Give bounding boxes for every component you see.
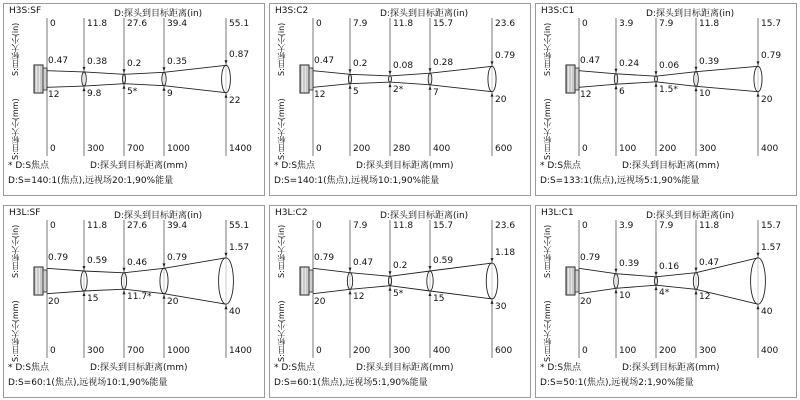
arrow-down-icon bbox=[83, 67, 86, 71]
size-mm-axis-label: S:目标大小(mm) bbox=[277, 300, 286, 362]
arrow-down-icon bbox=[163, 263, 166, 267]
distance-in-tick: 3.9 bbox=[619, 221, 634, 231]
focus-note: * D:S焦点 bbox=[274, 363, 316, 373]
size-mm-axis-label: S:目标大小(mm) bbox=[11, 300, 20, 362]
spot-size-mm-value: 30 bbox=[495, 301, 507, 312]
distance-in-tick: 7.9 bbox=[659, 19, 674, 29]
distance-mm-tick: 280 bbox=[393, 144, 411, 154]
distance-mm-tick: 0 bbox=[582, 346, 588, 356]
distance-in-tick: 11.8 bbox=[699, 221, 720, 231]
spot-ellipse bbox=[751, 258, 766, 304]
spot-size-mm-value: 20 bbox=[48, 296, 60, 307]
spot-ellipse bbox=[754, 66, 762, 91]
arrow-down-icon bbox=[225, 253, 228, 257]
arrow-up-icon bbox=[429, 86, 432, 90]
size-in-axis-label: S:目标大小(in) bbox=[543, 224, 552, 278]
spot-size-in-value: 0.47 bbox=[699, 257, 720, 268]
spot-ellipse bbox=[347, 273, 352, 290]
arrow-down-icon bbox=[123, 268, 126, 272]
spot-ellipse bbox=[693, 273, 698, 290]
distance-mm-tick: 0 bbox=[582, 144, 588, 154]
spot-size-panel bbox=[535, 3, 797, 196]
sensor-head-icon bbox=[300, 65, 309, 93]
sensor-lens-icon bbox=[43, 68, 47, 90]
distance-in-tick: 11.8 bbox=[87, 221, 108, 231]
distance-in-tick: 15.7 bbox=[761, 19, 782, 29]
distance-in-tick: 7.9 bbox=[353, 221, 368, 231]
spot-ellipse bbox=[82, 72, 87, 86]
distance-mm-tick: 1400 bbox=[229, 144, 252, 154]
distance-in-tick: 39.4 bbox=[167, 221, 188, 231]
distance-in-tick: 7.9 bbox=[659, 221, 674, 231]
spot-ellipse bbox=[486, 263, 497, 299]
distance-mm-tick: 300 bbox=[699, 144, 717, 154]
distance-in-tick: 0 bbox=[316, 19, 322, 29]
sensor-lens-icon bbox=[575, 270, 579, 292]
size-in-axis-label: S:目标大小(in) bbox=[277, 22, 286, 76]
spot-ellipse bbox=[614, 274, 619, 289]
spot-size-mm-value: 12 bbox=[580, 90, 592, 101]
arrow-up-icon bbox=[491, 93, 494, 97]
spot-ellipse bbox=[389, 76, 392, 82]
spot-size-in-value: 0.38 bbox=[87, 56, 108, 67]
spot-size-in-value: 0.79 bbox=[761, 51, 782, 62]
size-in-axis-label: S:目标大小(in) bbox=[11, 22, 20, 76]
arrow-down-icon bbox=[655, 71, 658, 75]
spec-note: D:S=140:1(焦点),远视场10:1,90%能量 bbox=[274, 176, 440, 186]
spot-ellipse bbox=[614, 74, 617, 84]
sensor-head-icon bbox=[34, 267, 43, 295]
spot-ellipse bbox=[121, 273, 126, 289]
distance-mm-tick: 100 bbox=[619, 346, 637, 356]
distance-mm-tick: 0 bbox=[316, 346, 322, 356]
arrow-down-icon bbox=[491, 258, 494, 262]
spot-size-in-value: 0.16 bbox=[659, 261, 680, 272]
spot-ellipse bbox=[219, 258, 234, 304]
distance-mm-tick: 700 bbox=[127, 144, 145, 154]
arrow-down-icon bbox=[389, 271, 392, 275]
distance-mm-tick: 100 bbox=[619, 144, 637, 154]
spot-ellipse bbox=[222, 65, 231, 92]
spot-size-mm-value: 12 bbox=[314, 90, 326, 101]
size-in-axis-label: S:目标大小(in) bbox=[277, 224, 286, 278]
sensor-lens-icon bbox=[309, 68, 313, 90]
distance-in-tick: 3.9 bbox=[619, 19, 634, 29]
spot-size-mm-value: 5 bbox=[353, 86, 359, 97]
distance-in-tick: 15.7 bbox=[433, 19, 454, 29]
distance-mm-title: D:探头到目标距离(mm) bbox=[356, 363, 454, 373]
distance-mm-tick: 400 bbox=[761, 346, 779, 356]
spec-note: D:S=60:1(焦点),远视场10:1,90%能量 bbox=[8, 378, 168, 388]
arrow-up-icon bbox=[163, 295, 166, 299]
spot-size-in-value: 0.39 bbox=[619, 258, 640, 269]
spot-size-in-value: 0.79 bbox=[580, 253, 601, 264]
arrow-up-icon bbox=[695, 87, 698, 91]
distance-in-tick: 0 bbox=[50, 221, 56, 231]
arrow-down-icon bbox=[123, 69, 126, 73]
distance-in-tick: 7.9 bbox=[353, 19, 368, 29]
spot-size-in-value: 0.28 bbox=[433, 58, 454, 69]
distance-mm-tick: 1000 bbox=[167, 346, 190, 356]
distance-in-title: D:探头到目标距离(in) bbox=[646, 211, 735, 221]
spot-size-panel bbox=[269, 205, 531, 398]
arrow-up-icon bbox=[695, 290, 698, 294]
spot-size-mm-value: 20 bbox=[495, 94, 507, 105]
distance-in-tick: 11.8 bbox=[393, 19, 414, 29]
distance-in-tick: 11.8 bbox=[699, 19, 720, 29]
focus-note: * D:S焦点 bbox=[540, 161, 582, 171]
arrow-down-icon bbox=[757, 253, 760, 257]
distance-in-tick: 55.1 bbox=[229, 19, 250, 29]
arrow-up-icon bbox=[757, 93, 760, 97]
size-mm-axis-label: S:目标大小(mm) bbox=[277, 98, 286, 160]
arrow-up-icon bbox=[163, 87, 166, 91]
spot-ellipse bbox=[160, 268, 168, 293]
distance-in-tick: 15.7 bbox=[761, 221, 782, 231]
model-title: H3S:SF bbox=[9, 6, 42, 16]
spot-size-in-value: 0.79 bbox=[48, 253, 69, 264]
spot-size-mm-value: 20 bbox=[314, 296, 326, 307]
spot-size-in-value: 0.47 bbox=[48, 55, 69, 66]
spot-ellipse bbox=[694, 72, 699, 87]
arrow-up-icon bbox=[491, 300, 494, 304]
sensor-head-icon bbox=[566, 65, 575, 93]
focus-note: * D:S焦点 bbox=[540, 363, 582, 373]
distance-mm-title: D:探头到目标距离(mm) bbox=[90, 161, 188, 171]
distance-in-tick: 11.8 bbox=[87, 19, 108, 29]
distance-mm-tick: 600 bbox=[495, 144, 513, 154]
spot-size-in-value: 0.2 bbox=[393, 261, 408, 272]
distance-mm-tick: 400 bbox=[433, 346, 451, 356]
spot-size-mm-value: 4* bbox=[659, 288, 670, 299]
distance-mm-tick: 0 bbox=[50, 346, 56, 356]
model-title: H3L:C1 bbox=[541, 208, 574, 218]
distance-in-tick: 11.8 bbox=[393, 221, 414, 231]
spot-size-mm-value: 20 bbox=[167, 296, 179, 307]
spot-size-in-value: 0.47 bbox=[314, 55, 335, 66]
distance-mm-title: D:探头到目标距离(mm) bbox=[90, 363, 188, 373]
arrow-up-icon bbox=[123, 290, 126, 294]
distance-mm-title: D:探头到目标距离(mm) bbox=[622, 161, 720, 171]
spot-ellipse bbox=[388, 276, 391, 285]
spec-note: D:S=133:1(焦点),远视场5:1,90%能量 bbox=[540, 176, 700, 186]
spot-size-in-value: 0.35 bbox=[167, 57, 188, 68]
spot-size-in-value: 0.46 bbox=[127, 257, 148, 268]
spot-size-in-value: 0.2 bbox=[127, 59, 142, 70]
arrow-down-icon bbox=[757, 61, 760, 65]
model-title: H3S:C1 bbox=[541, 6, 575, 16]
spot-size-in-value: 0.79 bbox=[314, 253, 335, 264]
arrow-down-icon bbox=[615, 69, 618, 73]
arrow-up-icon bbox=[655, 286, 658, 290]
arrow-down-icon bbox=[695, 67, 698, 71]
arrow-up-icon bbox=[349, 85, 352, 89]
arrow-down-icon bbox=[349, 69, 352, 73]
arrow-up-icon bbox=[389, 287, 392, 291]
distance-mm-tick: 300 bbox=[699, 346, 717, 356]
spot-ellipse bbox=[81, 271, 87, 291]
spot-ellipse bbox=[655, 76, 658, 82]
distance-mm-tick: 300 bbox=[87, 144, 105, 154]
spot-size-mm-value: 7 bbox=[433, 87, 439, 98]
arrow-down-icon bbox=[389, 71, 392, 75]
spot-size-in-value: 0.06 bbox=[659, 61, 680, 72]
spot-size-in-value: 0.79 bbox=[495, 51, 516, 62]
arrow-up-icon bbox=[349, 290, 352, 294]
spot-size-in-value: 1.18 bbox=[495, 248, 516, 259]
spot-size-panel bbox=[3, 205, 265, 398]
spot-size-panel bbox=[535, 205, 797, 398]
spot-size-mm-value: 12 bbox=[699, 292, 711, 303]
distance-mm-tick: 400 bbox=[761, 144, 779, 154]
distance-mm-tick: 300 bbox=[87, 346, 105, 356]
arrow-up-icon bbox=[615, 85, 618, 89]
spec-note: D:S=50:1(焦点),远视场2:1,90%能量 bbox=[540, 378, 694, 388]
arrow-down-icon bbox=[695, 268, 698, 272]
spot-size-mm-value: 12 bbox=[48, 90, 60, 101]
arrow-down-icon bbox=[655, 272, 658, 276]
distance-in-tick: 15.7 bbox=[433, 221, 454, 231]
distance-in-title: D:探头到目标距离(in) bbox=[380, 9, 469, 19]
spot-size-mm-value: 5* bbox=[393, 288, 404, 299]
arrow-up-icon bbox=[83, 87, 86, 91]
spot-size-mm-value: 20 bbox=[580, 296, 592, 307]
arrow-up-icon bbox=[123, 85, 126, 89]
spot-size-mm-value: 40 bbox=[761, 307, 773, 318]
model-title: H3L:C2 bbox=[275, 208, 308, 218]
arrow-up-icon bbox=[757, 305, 760, 309]
distance-mm-tick: 400 bbox=[433, 144, 451, 154]
distance-in-title: D:探头到目标距离(in) bbox=[114, 211, 203, 221]
spot-size-mm-value: 9.8 bbox=[87, 89, 102, 100]
spot-size-in-value: 0.79 bbox=[167, 253, 188, 264]
arrow-up-icon bbox=[225, 305, 228, 309]
spot-size-mm-value: 2* bbox=[393, 85, 404, 96]
model-title: H3L:SF bbox=[9, 208, 41, 218]
distance-in-tick: 39.4 bbox=[167, 19, 188, 29]
arrow-up-icon bbox=[429, 292, 432, 296]
distance-mm-title: D:探头到目标距离(mm) bbox=[622, 363, 720, 373]
spot-size-mm-value: 5* bbox=[127, 86, 138, 97]
spot-ellipse bbox=[162, 72, 166, 85]
distance-in-tick: 0 bbox=[582, 221, 588, 231]
distance-in-tick: 55.1 bbox=[229, 221, 250, 231]
distance-mm-tick: 0 bbox=[316, 144, 322, 154]
distance-in-tick: 23.6 bbox=[495, 221, 516, 231]
distance-in-tick: 23.6 bbox=[495, 19, 516, 29]
distance-mm-tick: 300 bbox=[393, 346, 411, 356]
spot-size-mm-value: 10 bbox=[619, 291, 631, 302]
spot-size-mm-value: 10 bbox=[699, 89, 711, 100]
spot-size-in-value: 1.57 bbox=[229, 242, 250, 253]
spot-size-mm-value: 22 bbox=[229, 95, 241, 106]
spot-ellipse bbox=[488, 66, 496, 91]
sensor-head-icon bbox=[34, 65, 43, 93]
spot-size-mm-value: 40 bbox=[229, 307, 241, 318]
size-in-axis-label: S:目标大小(in) bbox=[543, 22, 552, 76]
distance-in-title: D:探头到目标距离(in) bbox=[114, 9, 203, 19]
spot-size-in-value: 0.59 bbox=[433, 256, 454, 267]
size-mm-axis-label: S:目标大小(mm) bbox=[11, 98, 20, 160]
distance-in-title: D:探头到目标距离(in) bbox=[380, 211, 469, 221]
arrow-up-icon bbox=[615, 289, 618, 293]
spot-ellipse bbox=[348, 74, 351, 83]
distance-in-tick: 0 bbox=[50, 19, 56, 29]
distance-mm-tick: 1000 bbox=[167, 144, 190, 154]
spot-size-mm-value: 15 bbox=[433, 293, 445, 304]
arrow-down-icon bbox=[491, 61, 494, 65]
spot-ellipse bbox=[427, 271, 433, 291]
sensor-lens-icon bbox=[575, 68, 579, 90]
spot-size-mm-value: 20 bbox=[761, 94, 773, 105]
distance-in-tick: 0 bbox=[316, 221, 322, 231]
spot-size-in-value: 0.08 bbox=[393, 60, 414, 71]
spot-size-in-value: 0.87 bbox=[229, 50, 250, 61]
spot-size-panel bbox=[269, 3, 531, 196]
size-in-axis-label: S:目标大小(in) bbox=[11, 224, 20, 278]
sensor-head-icon bbox=[300, 267, 309, 295]
distance-mm-tick: 0 bbox=[50, 144, 56, 154]
spot-size-in-value: 0.47 bbox=[353, 257, 374, 268]
spot-size-in-value: 0.2 bbox=[353, 59, 368, 70]
distance-mm-tick: 600 bbox=[495, 346, 513, 356]
distance-in-tick: 27.6 bbox=[127, 19, 148, 29]
focus-note: * D:S焦点 bbox=[8, 161, 50, 171]
distance-mm-tick: 700 bbox=[127, 346, 145, 356]
spec-note: D:S=60:1(焦点),远视场5:1,90%能量 bbox=[274, 378, 428, 388]
spot-ellipse bbox=[428, 73, 432, 85]
focus-note: * D:S焦点 bbox=[8, 363, 50, 373]
spot-size-panel bbox=[3, 3, 265, 196]
distance-mm-tick: 200 bbox=[353, 346, 371, 356]
spot-size-mm-value: 1.5* bbox=[659, 84, 678, 95]
arrow-down-icon bbox=[83, 266, 86, 270]
spot-size-mm-value: 9 bbox=[167, 88, 173, 99]
arrow-up-icon bbox=[83, 292, 86, 296]
distance-in-tick: 0 bbox=[582, 19, 588, 29]
focus-note: * D:S焦点 bbox=[274, 161, 316, 171]
spot-size-in-value: 0.59 bbox=[87, 256, 108, 267]
distance-mm-tick: 200 bbox=[659, 346, 677, 356]
spot-size-mm-value: 15 bbox=[87, 293, 99, 304]
arrow-down-icon bbox=[429, 68, 432, 72]
distance-in-tick: 27.6 bbox=[127, 221, 148, 231]
arrow-down-icon bbox=[225, 60, 228, 64]
arrow-up-icon bbox=[225, 94, 228, 98]
sensor-lens-icon bbox=[43, 270, 47, 292]
spot-size-mm-value: 12 bbox=[353, 292, 365, 303]
spot-size-in-value: 0.24 bbox=[619, 58, 640, 69]
spot-size-in-value: 0.47 bbox=[580, 55, 601, 66]
arrow-down-icon bbox=[615, 269, 618, 273]
model-title: H3S:C2 bbox=[275, 6, 309, 16]
size-mm-axis-label: S:目标大小(mm) bbox=[543, 98, 552, 160]
sensor-head-icon bbox=[566, 267, 575, 295]
arrow-down-icon bbox=[163, 67, 166, 71]
distance-in-title: D:探头到目标距离(in) bbox=[646, 9, 735, 19]
sensor-lens-icon bbox=[309, 270, 313, 292]
distance-mm-title: D:探头到目标距离(mm) bbox=[356, 161, 454, 171]
arrow-up-icon bbox=[655, 83, 658, 87]
spot-ellipse bbox=[655, 277, 658, 285]
spot-size-mm-value: 11.7* bbox=[127, 292, 152, 303]
arrow-down-icon bbox=[429, 266, 432, 270]
spec-note: D:S=140:1(焦点),远视场20:1,90%能量 bbox=[8, 176, 174, 186]
distance-mm-tick: 200 bbox=[659, 144, 677, 154]
distance-mm-tick: 200 bbox=[353, 144, 371, 154]
size-mm-axis-label: S:目标大小(mm) bbox=[543, 300, 552, 362]
spot-size-in-value: 0.39 bbox=[699, 56, 720, 67]
spot-size-in-value: 1.57 bbox=[761, 242, 782, 253]
spot-size-mm-value: 6 bbox=[619, 87, 625, 98]
arrow-down-icon bbox=[349, 268, 352, 272]
distance-mm-tick: 1400 bbox=[229, 346, 252, 356]
spot-ellipse bbox=[122, 74, 125, 83]
arrow-up-icon bbox=[389, 83, 392, 87]
